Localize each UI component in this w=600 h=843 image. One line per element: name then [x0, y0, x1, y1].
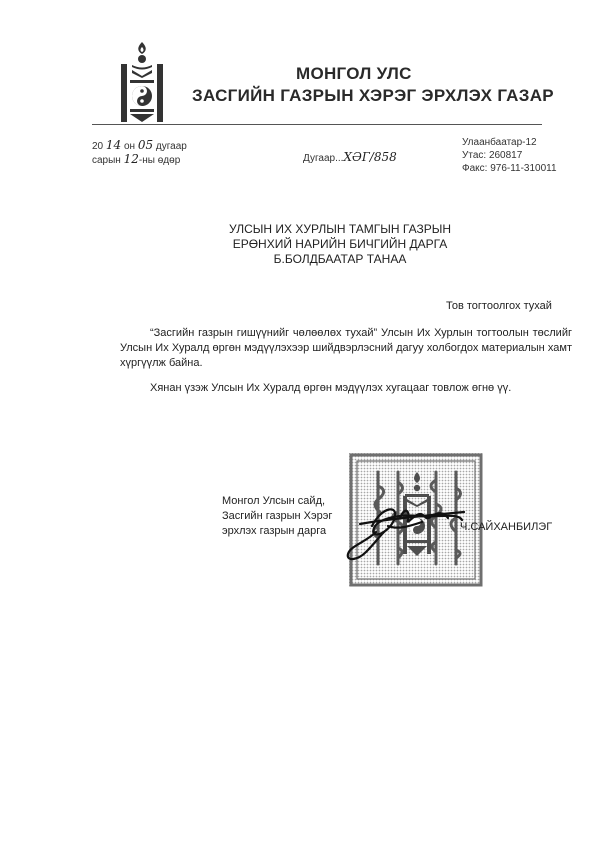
- addressee-line2: ЕРӨНХИЙ НАРИЙН БИЧГИЙН ДАРГА: [232, 237, 448, 251]
- number-handwritten: ХӘГ/: [343, 150, 374, 164]
- addressee-line3: Б.БОЛДБААТАР ТАНАА: [273, 252, 407, 266]
- dugaar-dots: ...: [335, 153, 344, 164]
- day-suffix: өдөр: [157, 155, 181, 166]
- signature-title-block: [222, 494, 332, 539]
- signer-title-line3: эрхлэх газрын дарга: [222, 525, 327, 537]
- month-handwritten: 05: [137, 138, 154, 152]
- year-handwritten: 14: [105, 138, 122, 152]
- org-name-line2: ЗАСГИЙН ГАЗРЫН ХЭРЭГ ЭРХЛЭХ ГАЗАР: [192, 86, 554, 105]
- dugaar-label: Дугаар: [303, 153, 336, 164]
- contact-address: Улаанбаатар-12: [462, 137, 537, 148]
- contact-block: [462, 136, 557, 175]
- addressee-line1: УЛСЫН ИХ ХУРЛЫН ТАМГЫН ГАЗРЫН: [229, 222, 451, 236]
- body-paragraph-2: Хянан үзэж Улсын Их Хуралд өргөн мэдүүлэх хугацааг товлож өгнө үү.: [150, 382, 512, 394]
- signer-title-line2: Засгийн газрын Хэрэг: [222, 510, 333, 522]
- addressee-block: [0, 222, 600, 267]
- letter-number: [303, 150, 397, 164]
- month-label: дугаар: [155, 141, 187, 152]
- letter-date-line2: [92, 152, 180, 166]
- letter-subject: Тов тогтоолгох тухай: [446, 300, 552, 312]
- on-label: он: [123, 141, 136, 152]
- year-prefix: 20: [92, 141, 104, 152]
- soyombo-emblem-icon: [118, 40, 166, 124]
- handwritten-signature: [340, 496, 470, 566]
- day-handwritten: 12: [123, 152, 139, 166]
- contact-phone: Утас: 260817: [462, 150, 523, 161]
- body-paragraph-1: “Засгийн газрын гишүүнийг чөлөөлөх тухай” Улсын Их Хурлын тогтоолын төслийг Улсын Их Хуралд өргөн мэдүүлэхээр шийдвэрлэсний дагуу холбогдох материалын хамт хүргүүлж байна.: [120, 327, 572, 369]
- sar-label: сарын: [92, 155, 121, 166]
- header-divider: [92, 124, 542, 125]
- day-label: -ны: [138, 155, 155, 166]
- signer-name: Ч.САЙХАНБИЛЭГ: [460, 521, 553, 533]
- signer-title-line1: Монгол Улсын сайд,: [222, 495, 326, 507]
- letter-date-line1: [92, 138, 187, 152]
- number-suffix-handwritten: 858: [373, 150, 397, 164]
- contact-fax: Факс: 976-11-310011: [462, 163, 557, 174]
- org-name-line1: МОНГОЛ УЛС: [296, 64, 412, 83]
